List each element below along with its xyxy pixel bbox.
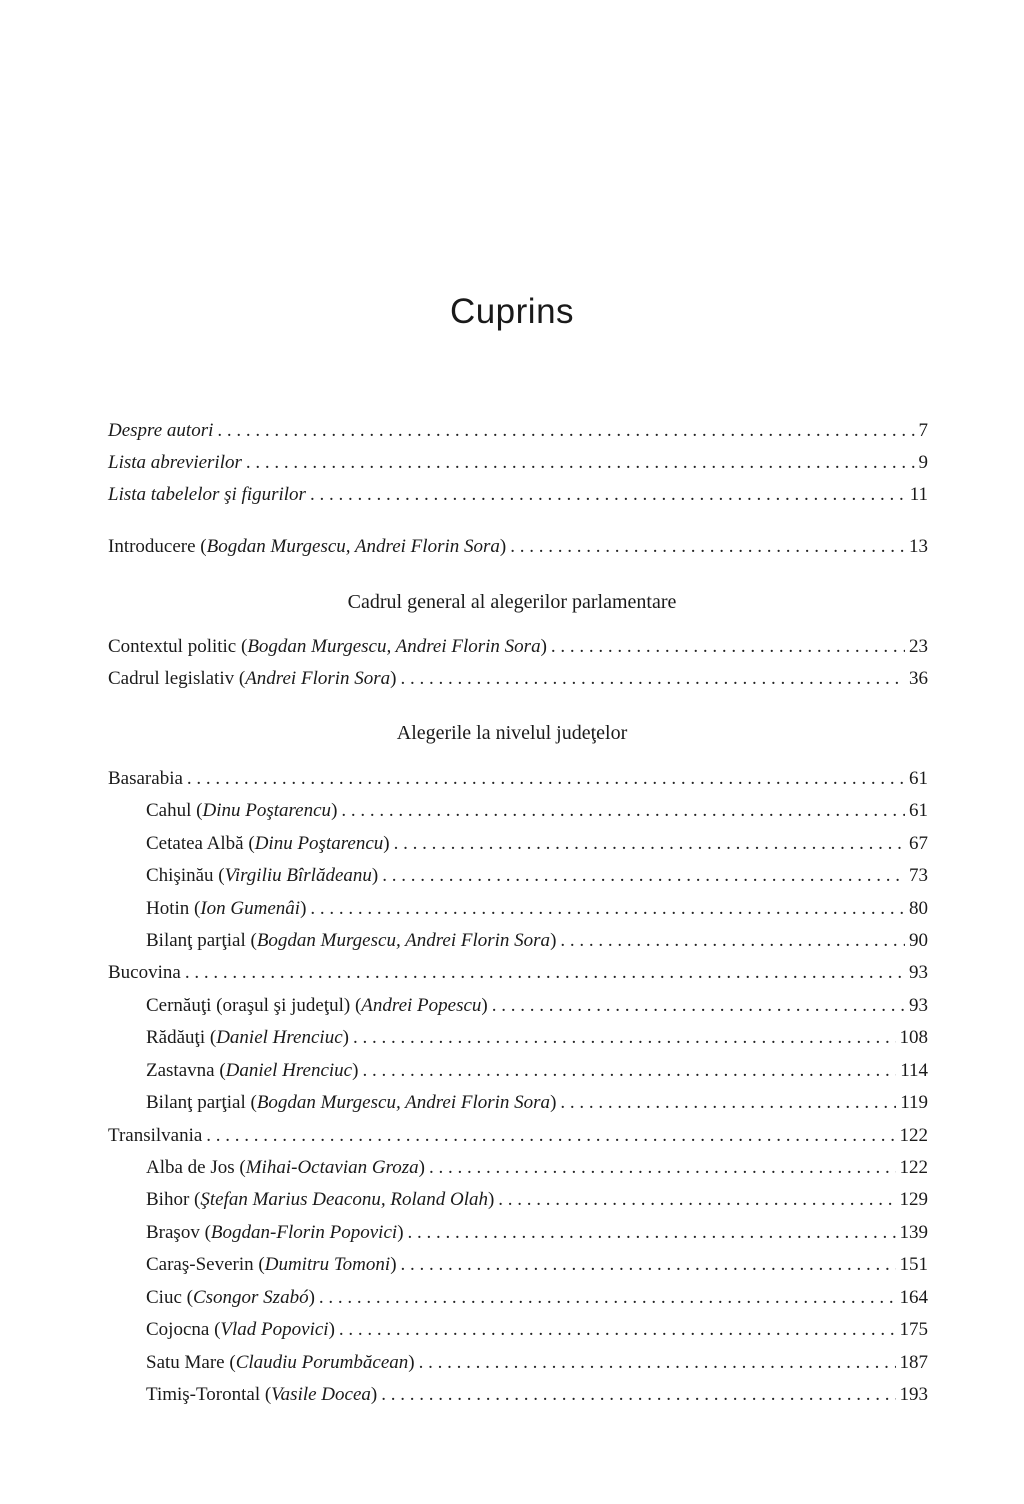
toc-region-label: Bucovina — [108, 962, 181, 983]
toc-entry[interactable]: Bilanţ parţial (Bogdan Murgescu, Andrei Florin Sora) . . . 90 — [146, 927, 928, 955]
toc-entry[interactable]: Hotin (Ion Gumenâi) . . . 80 — [146, 895, 928, 923]
dot-leader — [341, 797, 905, 825]
dot-leader — [246, 449, 915, 477]
toc-entry-authors: Ion Gumenâi — [200, 898, 301, 919]
toc-entry[interactable]: Satu Mare (Claudiu Porumbăcean) . . . 187 — [146, 1349, 928, 1377]
toc-entry[interactable]: Cernăuţi (oraşul şi judeţul) (Andrei Popescu) . . . 93 — [146, 992, 928, 1020]
toc-region-label: Transilvania — [108, 1125, 203, 1146]
toc-entry-label: Cetatea Albă ( — [146, 833, 255, 854]
section-heading-cadrul-general: Cadrul general al alegerilor parlamentare — [347, 591, 677, 613]
toc-entry-label: Bilanţ parţial ( — [146, 930, 257, 951]
toc-entry[interactable]: Timiş-Torontal (Vasile Docea) . . . 193 — [146, 1381, 928, 1409]
dot-leader — [185, 959, 905, 987]
toc-entry-label: Cahul ( — [146, 800, 203, 821]
toc-entry-label: Timiş-Torontal ( — [146, 1384, 272, 1405]
toc-entry-authors: Dinu Poştarencu — [202, 800, 332, 821]
toc-page-number: 193 — [899, 1384, 928, 1405]
toc-entry-lista-abrevierilor[interactable] — [108, 449, 928, 477]
dot-leader — [510, 533, 905, 561]
toc-entry-authors: Dinu Poştarencu — [254, 833, 384, 854]
toc-entry[interactable]: Cetatea Albă (Dinu Poştarencu) . . . 67 — [146, 830, 928, 858]
toc-page-number: 36 — [909, 668, 928, 689]
toc-entry-lista-tabelelor[interactable] — [108, 481, 928, 509]
toc-entry-authors: Claudiu Porumbăcean — [235, 1352, 409, 1373]
toc-entry-cadrul-legislativ[interactable]: Cadrul legislativ (Andrei Florin Sora) . . . 36 — [108, 665, 928, 693]
toc-entry-label: Despre autori — [108, 420, 214, 441]
toc-page-number: 90 — [909, 930, 928, 951]
toc-page-number: 80 — [909, 898, 928, 919]
dot-leader — [408, 1219, 896, 1247]
toc-page-number: 93 — [909, 995, 928, 1016]
toc-page-number: 114 — [900, 1060, 928, 1081]
toc-page-number: 175 — [899, 1319, 928, 1340]
dot-leader — [206, 1122, 895, 1150]
toc-entry-label: Bilanţ parţial ( — [146, 1092, 257, 1113]
toc-entry-authors: Vlad Popovici — [220, 1319, 329, 1340]
toc-entry[interactable]: Bilanţ parţial (Bogdan Murgescu, Andrei Florin Sora) . . . 119 — [146, 1089, 928, 1117]
toc-entry-label: Rădăuţi ( — [146, 1027, 217, 1048]
section-heading-alegerile-judetelor: Alegerile la nivelul judeţelor — [396, 722, 628, 744]
toc-entry[interactable]: Braşov (Bogdan-Florin Popovici) . . . 139 — [146, 1219, 928, 1247]
toc-page-number: 9 — [918, 452, 928, 473]
dot-leader — [560, 1089, 896, 1117]
toc-page-number: 119 — [900, 1092, 928, 1113]
toc-entry-label: Introducere ( — [108, 536, 207, 557]
toc-entry-authors: Andrei Florin Sora — [245, 668, 391, 689]
toc-page-number: 67 — [909, 833, 928, 854]
toc-entry-authors: Virgiliu Bîrlădeanu — [224, 865, 372, 886]
toc-entry-label: Zastavna ( — [146, 1060, 226, 1081]
toc-entry-label: Bihor ( — [146, 1189, 201, 1210]
dot-leader — [310, 481, 906, 509]
toc-entry-label: Chişinău ( — [146, 865, 225, 886]
toc-entry-authors: Bogdan Murgescu, Andrei Florin Sora — [256, 1092, 551, 1113]
toc-entry-authors: Andrei Popescu — [361, 995, 482, 1016]
toc-entry-authors: Csongor Szabó — [192, 1287, 309, 1308]
toc-page-number: 151 — [899, 1254, 928, 1275]
toc-entry[interactable]: Cojocna (Vlad Popovici) . . . 175 — [146, 1316, 928, 1344]
page-title: Cuprins — [449, 292, 575, 331]
toc-page-number: 108 — [899, 1027, 928, 1048]
dot-leader — [560, 927, 905, 955]
toc-page-number: 93 — [909, 962, 928, 983]
toc-entry-label: Satu Mare ( — [146, 1352, 236, 1373]
dot-leader — [419, 1349, 896, 1377]
toc-entry-label: Alba de Jos ( — [146, 1157, 246, 1178]
toc-entry-authors: Bogdan-Florin Popovici — [210, 1222, 398, 1243]
toc-entry-label: Lista abrevierilor — [108, 452, 242, 473]
toc-entry-authors: Dumitru Tomoni — [264, 1254, 391, 1275]
toc-entry-label: Contextul politic ( — [108, 636, 248, 657]
toc-page-number: 129 — [899, 1189, 928, 1210]
toc-entry[interactable]: Cahul (Dinu Poştarencu) . . . 61 — [146, 797, 928, 825]
toc-entry[interactable]: Bihor (Ştefan Marius Deaconu, Roland Olah) . . . 129 — [146, 1186, 928, 1214]
toc-entry[interactable]: Ciuc (Csongor Szabó) . . . 164 — [146, 1284, 928, 1312]
toc-entry[interactable]: Alba de Jos (Mihai-Octavian Groza) . . . 122 — [146, 1154, 928, 1182]
dot-leader — [401, 665, 906, 693]
toc-entry-label: Cojocna ( — [146, 1319, 221, 1340]
toc-entry[interactable]: Caraş-Severin (Dumitru Tomoni) . . . 151 — [146, 1251, 928, 1279]
dot-leader — [339, 1316, 896, 1344]
toc-page-number: 7 — [918, 420, 928, 441]
toc-entry-label: Lista tabelelor şi figurilor — [108, 484, 306, 505]
dot-leader — [187, 765, 905, 793]
toc-entry-authors: Daniel Hrenciuc — [216, 1027, 343, 1048]
toc-entry-authors: Bogdan Murgescu, Andrei Florin Sora — [247, 636, 541, 657]
toc-page-number: 61 — [909, 768, 928, 789]
toc-page-number: 73 — [909, 865, 928, 886]
toc-entry-label: Braşov ( — [146, 1222, 211, 1243]
toc-entry-label: Cernăuţi (oraşul şi judeţul) ( — [146, 995, 362, 1016]
toc-page-number: 164 — [899, 1287, 928, 1308]
dot-leader — [401, 1251, 896, 1279]
toc-entry-label: Hotin ( — [146, 898, 201, 919]
toc-page-number: 23 — [909, 636, 928, 657]
toc-region-bucovina[interactable] — [108, 959, 928, 987]
toc-page-number: 139 — [899, 1222, 928, 1243]
dot-leader — [310, 895, 905, 923]
dot-leader — [353, 1024, 896, 1052]
toc-region-label: Basarabia — [108, 768, 183, 789]
toc-entry[interactable]: Rădăuţi (Daniel Hrenciuc) . . . 108 — [146, 1024, 928, 1052]
toc-entry-authors: Daniel Hrenciuc — [225, 1060, 353, 1081]
dot-leader — [362, 1057, 896, 1085]
dot-leader — [394, 830, 905, 858]
toc-entry-label: Ciuc ( — [146, 1287, 193, 1308]
toc-page-number: 13 — [909, 536, 928, 557]
toc-entry-introducere[interactable]: Introducere (Bogdan Murgescu, Andrei Florin Sora) . . . 13 — [108, 533, 928, 561]
toc-entry-label: Cadrul legislativ ( — [108, 668, 246, 689]
dot-leader — [498, 1186, 895, 1214]
toc-entry[interactable]: Zastavna (Daniel Hrenciuc) . . . 114 — [146, 1057, 928, 1085]
toc-region-transilvania[interactable] — [108, 1122, 928, 1150]
dot-leader — [319, 1284, 896, 1312]
dot-leader — [429, 1154, 896, 1182]
dot-leader — [381, 1381, 895, 1409]
toc-entry-authors: Vasile Docea — [271, 1384, 371, 1405]
toc-entry-label: Caraş-Severin ( — [146, 1254, 265, 1275]
toc-page-number: 122 — [899, 1125, 928, 1146]
toc-page-number: 61 — [909, 800, 928, 821]
toc-entry-despre-autori[interactable] — [108, 417, 928, 445]
toc-entry-authors: Ştefan Marius Deaconu, Roland Olah — [200, 1189, 488, 1210]
toc-entry-authors: Bogdan Murgescu, Andrei Florin Sora — [206, 536, 500, 557]
dot-leader — [382, 862, 905, 890]
toc-region-basarabia[interactable] — [108, 765, 928, 793]
toc-page-number: 122 — [899, 1157, 928, 1178]
toc-entry-contextul-politic[interactable]: Contextul politic (Bogdan Murgescu, Andrei Florin Sora) . . . 23 — [108, 633, 928, 661]
dot-leader — [551, 633, 905, 661]
toc-entry[interactable]: Chişinău (Virgiliu Bîrlădeanu) . . . 73 — [146, 862, 928, 890]
dot-leader — [217, 417, 914, 445]
toc-entry-authors: Bogdan Murgescu, Andrei Florin Sora — [256, 930, 551, 951]
toc-page-number: 187 — [899, 1352, 928, 1373]
toc-entry-authors: Mihai-Octavian Groza — [245, 1157, 419, 1178]
dot-leader — [492, 992, 905, 1020]
toc-page-number: 11 — [909, 484, 928, 505]
